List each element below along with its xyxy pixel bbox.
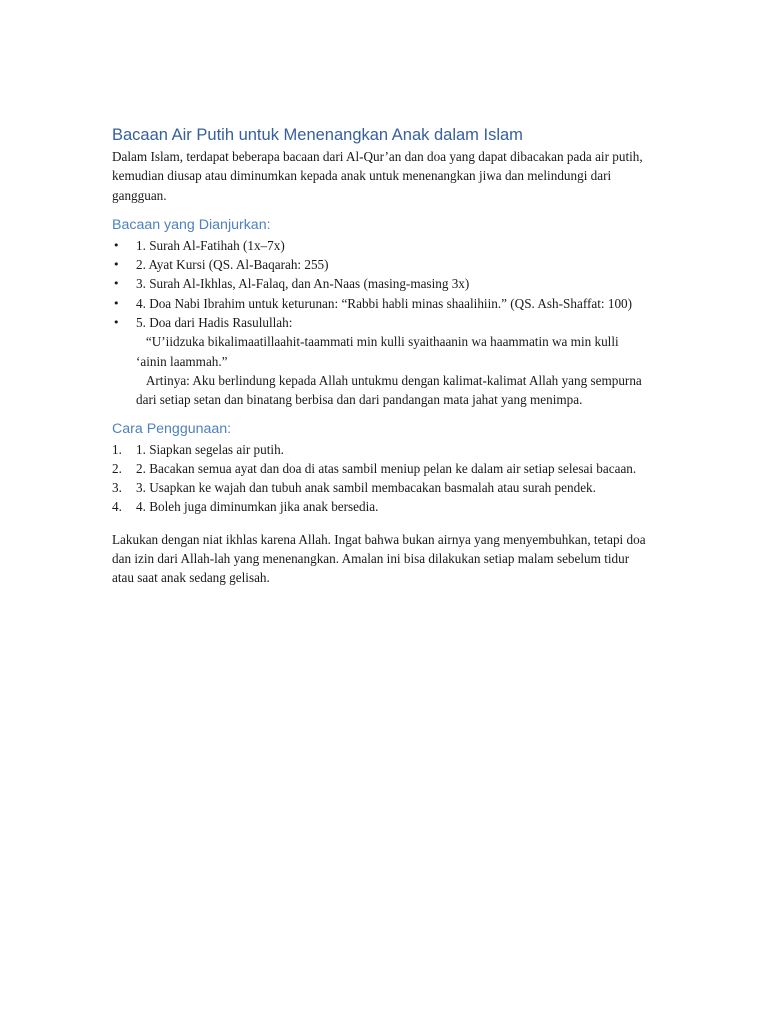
list-item-text: 1. Siapkan segelas air putih. <box>136 441 284 457</box>
list-item-text: 3. Usapkan ke wajah dan tubuh anak sambil membacakan basmalah atau surah pendek. <box>136 480 596 496</box>
document-title: Bacaan Air Putih untuk Menenangkan Anak dalam Islam <box>112 126 523 144</box>
bullet-icon: • <box>113 316 120 330</box>
section-heading-recitations: Bacaan yang Dianjurkan: <box>112 216 271 233</box>
hadis-meaning-text: Artinya: Aku berlindung kepada Allah untukmu dengan kalimat-kalimat Allah yang sempurna dari setiap setan dan binatang berbisa dan dari pandangan mata jahat yang menimpa. <box>136 372 642 408</box>
list-item-text: 1. Surah Al-Fatihah (1x–7x) <box>136 237 285 253</box>
bullet-icon: • <box>113 258 120 272</box>
list-item <box>112 274 652 293</box>
intro-paragraph: Dalam Islam, terdapat beberapa bacaan dari Al-Qur’an dan doa yang dapat dibacakan pada air putih, kemudian diusap atau diminumkan kepada anak untuk menenangkan jiwa dan melindungi dari gangguan. <box>112 149 643 203</box>
list-number: 4. <box>112 499 122 515</box>
document-body <box>112 124 652 588</box>
recitations-list <box>112 236 652 410</box>
list-item <box>112 313 652 409</box>
usage-steps-list <box>112 440 652 517</box>
list-item <box>112 478 652 497</box>
hadis-text: “U’iidzuka bikalimaatillaahit-taammati min kulli syaithaanin wa haammatin wa min kulli ‘ainin laammah.” <box>136 334 619 369</box>
list-number: 3. <box>112 480 122 496</box>
list-number: 1. <box>112 441 122 457</box>
bullet-icon: • <box>113 296 120 310</box>
list-number: 2. <box>112 460 122 476</box>
bullet-icon: • <box>113 277 120 291</box>
list-item <box>112 255 652 274</box>
list-item-text: 2. Ayat Kursi (QS. Al-Baqarah: 255) <box>136 257 329 273</box>
bullet-icon: • <box>113 238 120 252</box>
list-item-text: 4. Boleh juga diminumkan jika anak bersedia. <box>136 499 379 515</box>
list-item-text: 3. Surah Al-Ikhlas, Al-Falaq, dan An-Naas (masing-masing 3x) <box>136 276 470 292</box>
list-item <box>112 294 652 313</box>
list-item <box>112 459 652 478</box>
list-item-text: 4. Doa Nabi Ibrahim untuk keturunan: “Rabbi habli minas shaalihiin.” (QS. Ash-Shaffat: 100) <box>136 295 633 311</box>
section-heading-usage: Cara Penggunaan: <box>112 420 232 437</box>
list-item <box>112 440 652 459</box>
hadis-arabic-transliteration <box>136 332 652 371</box>
list-item-text: 2. Bacakan semua ayat dan doa di atas sambil meniup pelan ke dalam air setiap selesai bacaan. <box>136 460 637 476</box>
list-item <box>112 236 652 255</box>
hadis-meaning <box>136 371 652 410</box>
list-item-text: 5. Doa dari Hadis Rasulullah: <box>136 315 293 331</box>
closing-paragraph: Lakukan dengan niat ikhlas karena Allah. Ingat bahwa bukan airnya yang menyembuhkan, tetapi doa dan izin dari Allah-lah yang menenangkan. Amalan ini bisa dilakukan setiap malam sebelum tidur atau saat anak sedang gelisah. <box>112 531 646 586</box>
list-item <box>112 497 652 516</box>
